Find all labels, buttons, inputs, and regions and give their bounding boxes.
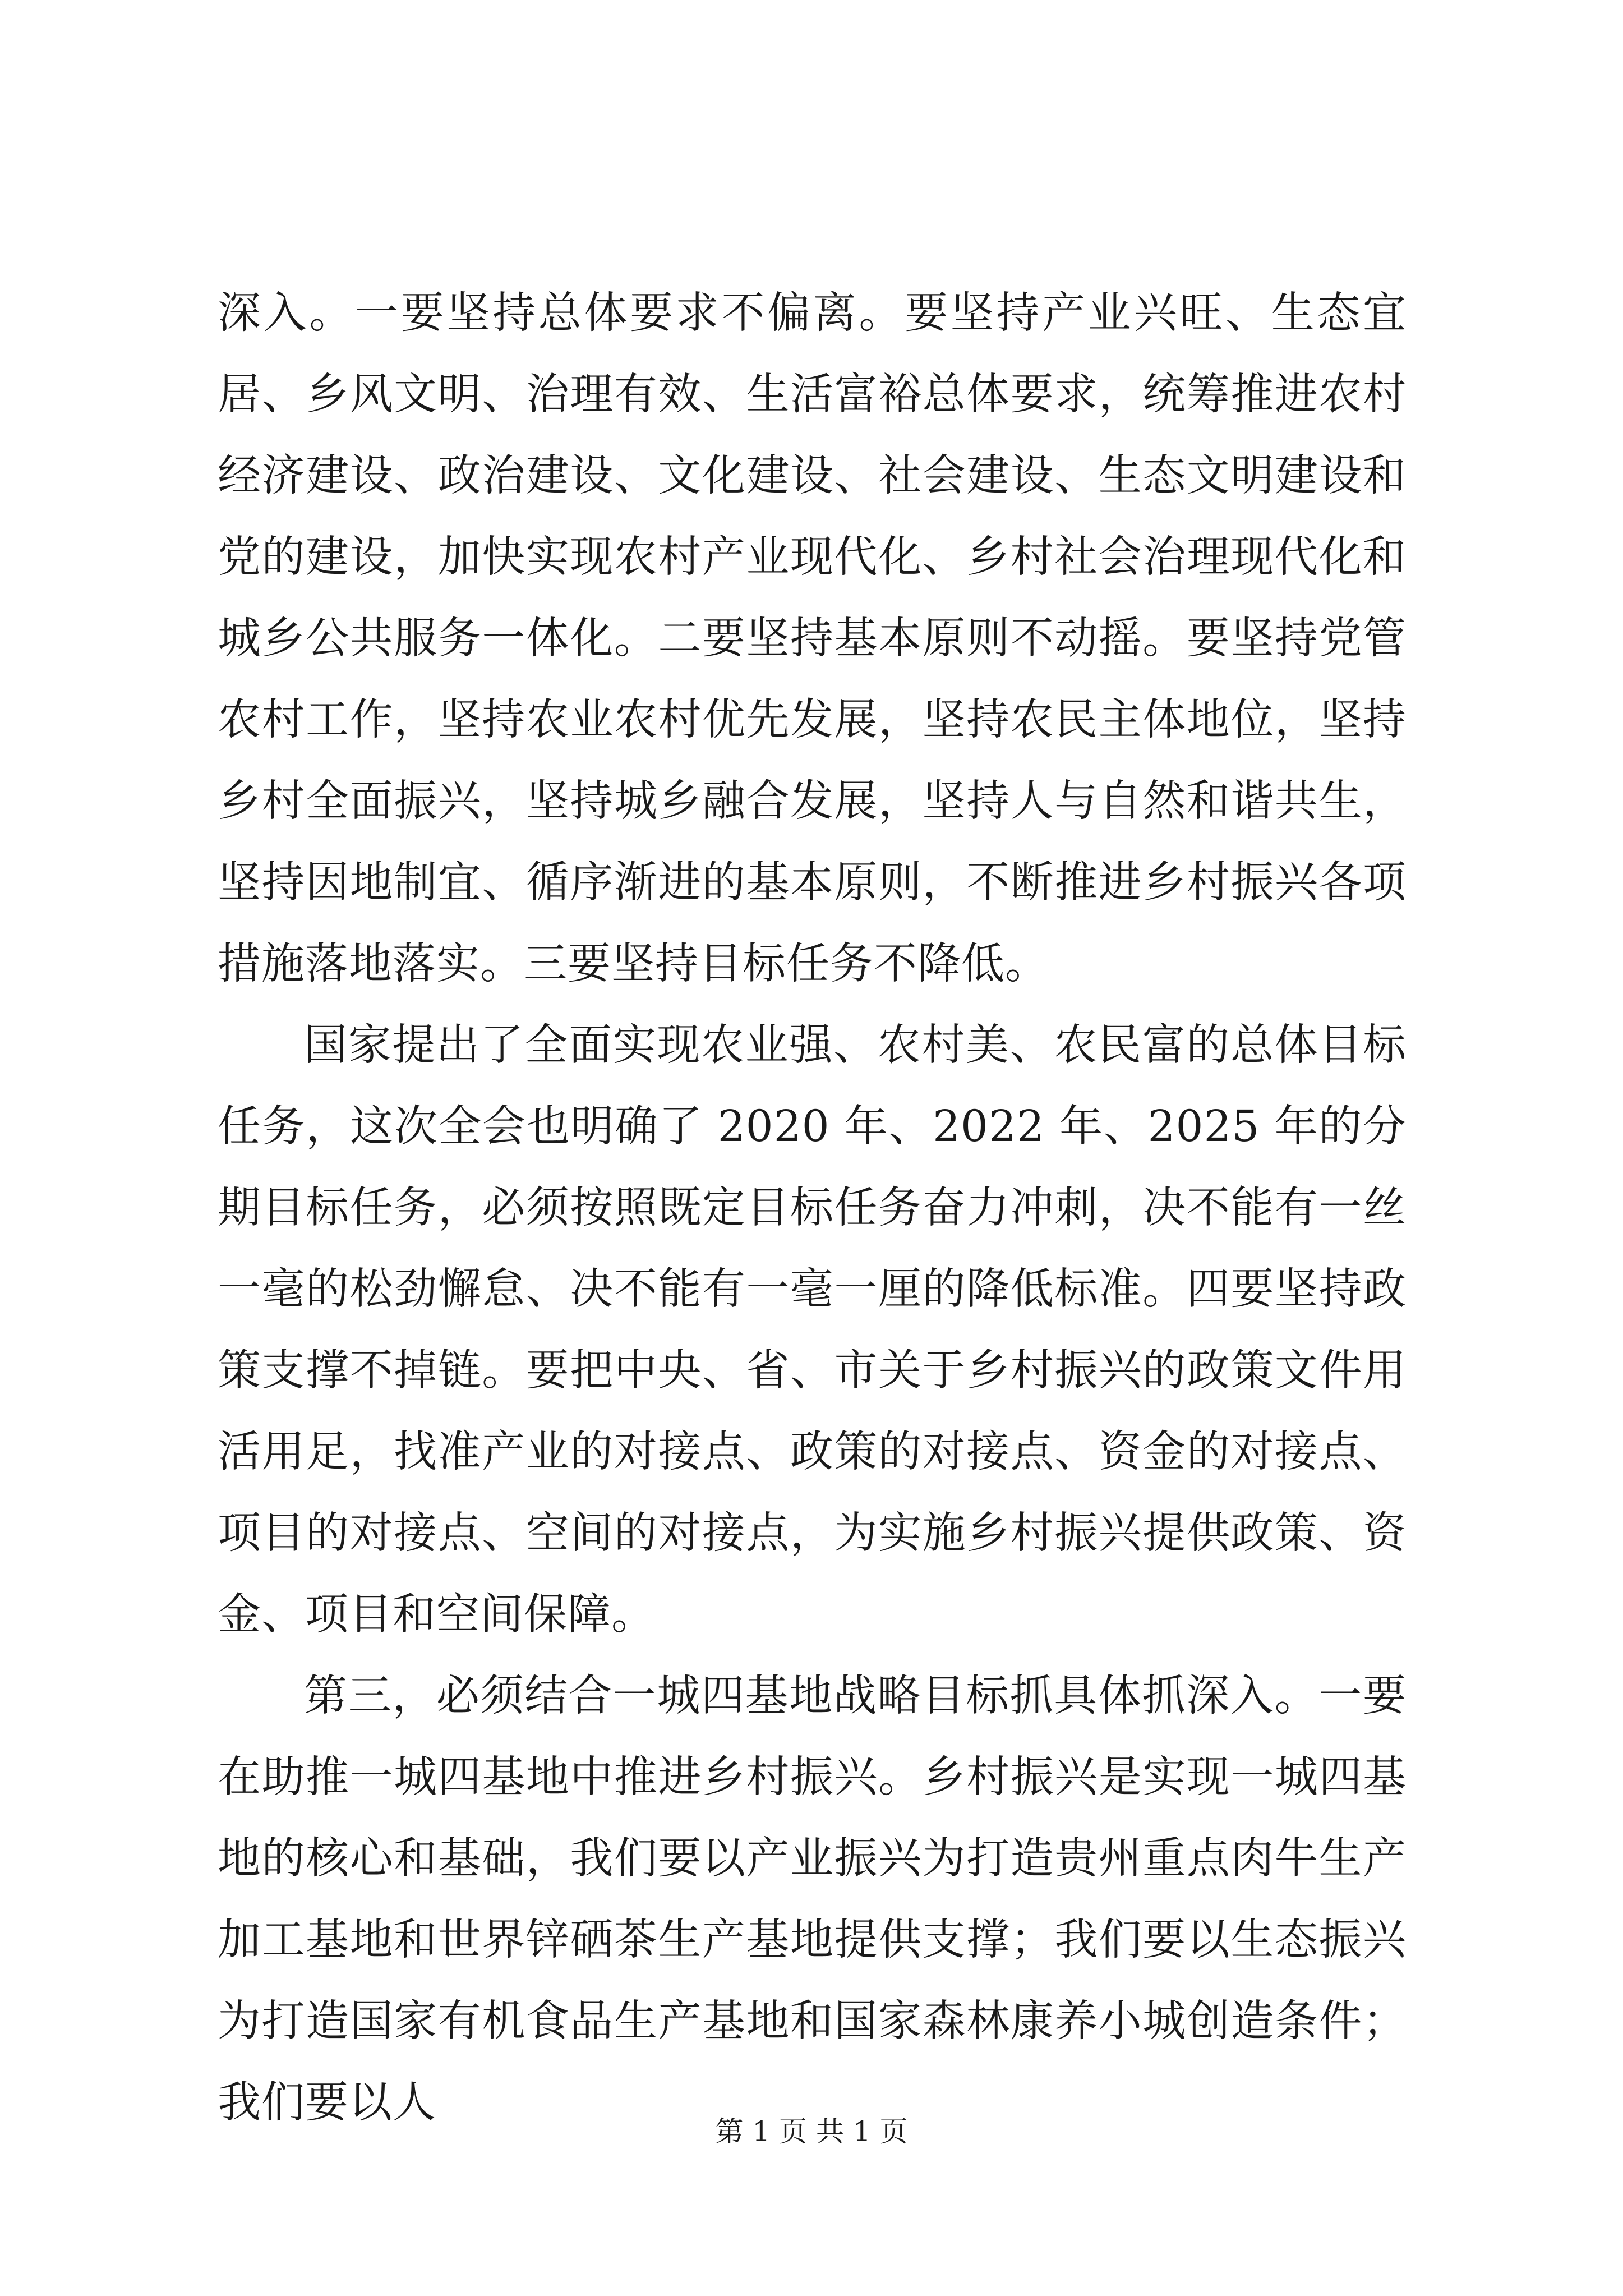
paragraph-1: 深入。一要坚持总体要求不偏离。要坚持产业兴旺、生态宜居、乡风文明、治理有效、生活富裕总体要求，统筹推进农村经济建设、政治建设、文化建设、社会建设、生态文明建设和党的建设，加快实现农村产业现代化、乡村社会治理现代化和城乡公共服务一体化。二要坚持基本原则不动摇。要坚持党管农村工作，坚持农业农村优先发展，坚持农民主体地位，坚持乡村全面振兴，坚持城乡融合发展，坚持人与自然和谐共生，坚持因地制宜、循序渐进的基本原则，不断推进乡村振兴各项措施落地落实。三要坚持目标任务不降低。 — [218, 288, 1407, 989]
paragraph-3: 第三，必须结合一城四基地战略目标抓具体抓深入。一要在助推一城四基地中推进乡村振兴。乡村振兴是实现一城四基地的核心和基础，我们要以产业振兴为打造贵州重点肉牛生产加工基地和世界锌硒茶生产基地提供支撑；我们要以生态振兴为打造国家有机食品生产基地和国家森林康养小城创造条件；我们要以人 — [218, 1671, 1407, 2128]
paragraph-2: 国家提出了全面实现农业强、农村美、农民富的总体目标任务，这次全会也明确了 2020 年、2022 年、2025 年的分期目标任务，必须按照既定目标任务奋力冲刺，决不能有一丝一毫的松劲懈怠、决不能有一毫一厘的降低标准。四要坚持政策支撑不掉链。要把中央、省、市关于乡村振兴的政策文件用活用足，找准产业的对接点、政策的对接点、资金的对接点、项目的对接点、空间的对接点，为实施乡村振兴提供政策、资金、项目和空间保障。 — [218, 1020, 1407, 1640]
page-footer: 第 1 页 共 1 页 — [715, 2115, 908, 2148]
document-body — [218, 273, 1407, 2143]
